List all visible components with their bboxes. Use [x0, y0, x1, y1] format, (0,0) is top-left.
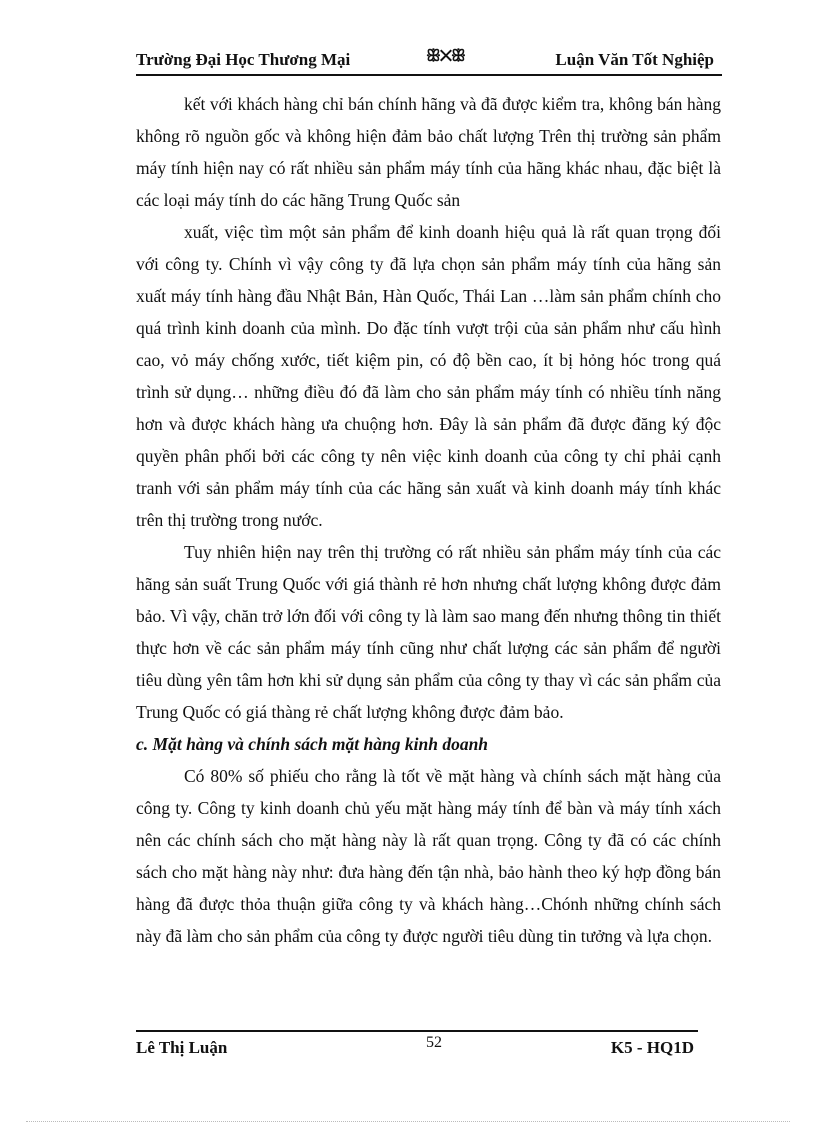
- paragraph-2: xuất, việc tìm một sản phẩm để kinh doanh hiệu quả là rất quan trọng đối với công ty. Chính vì vậy công ty đã lựa chọn sản phẩm máy tính của hãng sản xuất máy tính hàng đầu Nhật Bản, Hàn Quốc, Thái Lan …làm sản phẩm chính cho quá trình kinh doanh của mình. Do đặc tính vượt trội của sản phẩm như cấu hình cao, vỏ máy chống xước, tiết kiệm pin, có độ bền cao, ít bị hỏng hóc trong quá trình sử dụng… những điều đó đã làm cho sản phẩm máy tính có nhiều tính năng hơn và được khách hàng ưa chuộng hơn. Đây là sản phẩm đã được đăng ký độc quyền phân phối bởi các công ty nên việc kinh doanh của công ty chỉ phải cạnh tranh với sản phẩm máy tính của các hãng sản xuất và kinh doanh máy tính khác trên thị trường trong nước.: [136, 222, 721, 530]
- page-bottom-border: [26, 1121, 790, 1122]
- main-content: [136, 88, 721, 952]
- section-heading: c. Mặt hàng và chính sách mặt hàng kinh doanh: [136, 734, 489, 754]
- footer-divider: [136, 1030, 698, 1032]
- section-paragraph: Có 80% số phiếu cho rằng là tốt về mặt hàng và chính sách mặt hàng của công ty. Công ty kinh doanh chủ yếu mặt hàng máy tính để bàn và máy tính xách nên các chính sách cho mặt hàng này là rất quan trọng. Công ty đã có các chính sách cho mặt hàng này như: đưa hàng đến tận nhà, bảo hành theo ký hợp đồng bán hàng đã được thỏa thuận giữa công ty và khách hàng…Chónh những chính sách này đã làm cho sản phẩm của công ty được người tiêu dùng tin tưởng và lựa chọn.: [136, 766, 721, 946]
- document-title: Luận Văn Tốt Nghiệp: [555, 50, 714, 69]
- school-name: Trường Đại Học Thương Mại: [136, 50, 351, 69]
- author-name: Lê Thị Luận: [136, 1038, 228, 1057]
- class-code: K5 - HQ1D: [610, 1038, 694, 1057]
- paragraph-1: kết với khách hàng chỉ bán chính hãng và đã được kiểm tra, không bán hàng không rõ nguồn gốc và không hiện đảm bảo chất lượng Trên thị trường sản phẩm máy tính hiện nay có rất nhiều sản phẩm máy tính của hãng khác nhau, đặc biệt là các loại máy tính do các hãng Trung Quốc sản: [136, 94, 721, 210]
- page-number: 52: [426, 1034, 442, 1051]
- header-ornament: ꕥ✕ꕥ: [426, 48, 465, 65]
- page-footer: [136, 1036, 698, 1062]
- page-header: [136, 46, 722, 76]
- paragraph-3: Tuy nhiên hiện nay trên thị trường có rất nhiều sản phẩm máy tính của các hãng sản suất Trung Quốc với giá thành rẻ hơn nhưng chất lượng không được đảm bảo. Vì vậy, chăn trở lớn đối với công ty là làm sao mang đến nhưng thông tin thiết thực hơn về các sản phẩm máy tính cũng như chất lượng các sản phẩm để người tiêu dùng yên tâm hơn khi sử dụng sản phẩm của công ty thay vì các sản phẩm của Trung Quốc có giá thàng rẻ chất lượng không được đảm bảo.: [136, 542, 721, 722]
